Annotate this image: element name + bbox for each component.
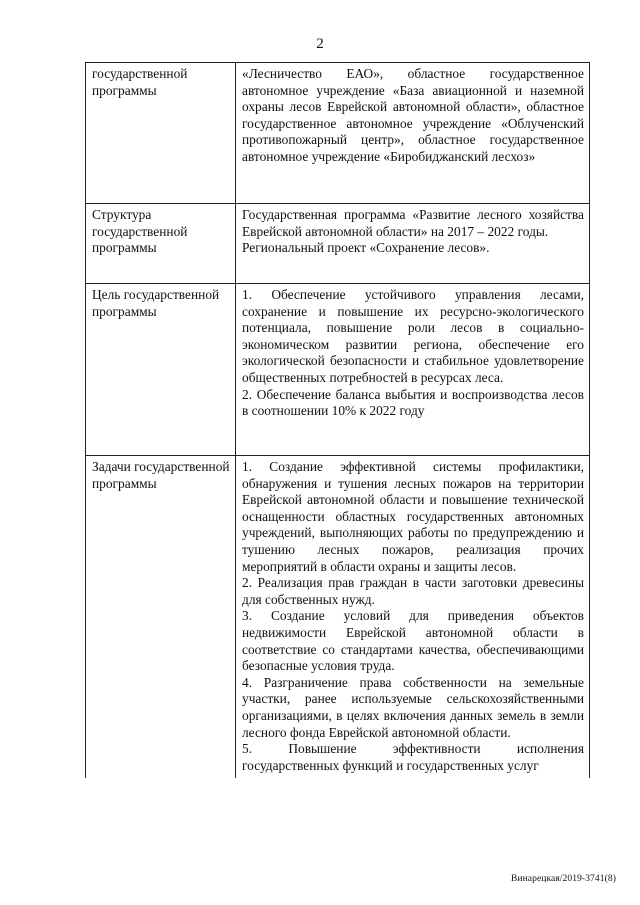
content-paragraph: 4. Разграничение права собственности на земельные участки, ранее используемые сельскохозяйственными организациями, в целях включения данных земель в земли лесного фонда Еврейской автономной области. — [242, 674, 584, 740]
table-row-structure — [86, 204, 590, 284]
content-paragraph: «Лесничество ЕАО», областное государственное автономное учреждение «База авиационной и наземной охраны лесов Еврейской автономной области», областное государственное автономное учреждение «Облученский противопожарный центр», областное государственное автономное учреждение «Биробиджанский лесхоз» — [242, 66, 584, 164]
content-paragraph: Государственная программа «Развитие лесного хозяйства Еврейской автономной области» на 2017 – 2022 годы. — [242, 207, 584, 239]
table-row-tasks — [86, 456, 590, 779]
row-label: Структура государственной программы — [86, 204, 236, 284]
content-paragraph: 3. Создание условий для приведения объектов недвижимости Еврейской автономной области в соответствие со стандартами качества, обеспечивающими безопасные условия труда. — [242, 608, 584, 674]
content-paragraph: 5. Повышение эффективности исполнения государственных функций и государственных услуг — [242, 741, 584, 773]
row-label: Задачи государственной программы — [86, 456, 236, 779]
content-paragraph: 2. Обеспечение баланса выбытия и воспроизводства лесов в соотношении 10% к 2022 году — [242, 386, 584, 419]
content-paragraph: Региональный проект «Сохранение лесов». — [242, 240, 490, 256]
content-paragraph: 1. Обеспечение устойчивого управления лесами, сохранение и повышение их ресурсно-экологического потенциала, повышение роли лесов в социально-экономическом развитии региона, обеспечение его экологической безопасности и стабильное удовлетворение общественных потребностей в ресурсах леса. — [242, 287, 584, 385]
row-label: государственной программы — [86, 63, 236, 204]
document-code: Винарецкая/2019-3741(8) — [510, 874, 616, 884]
row-content — [236, 204, 590, 284]
page-number: 2 — [316, 36, 324, 52]
program-passport-table — [85, 62, 590, 778]
table-row-executors — [86, 63, 590, 204]
row-content — [236, 456, 590, 779]
content-paragraph: 2. Реализация прав граждан в части заготовки древесины для собственных нужд. — [242, 575, 584, 607]
row-content — [236, 63, 590, 204]
table-row-goal — [86, 284, 590, 456]
row-label: Цель государственной программы — [86, 284, 236, 456]
row-content — [236, 284, 590, 456]
content-paragraph: 1. Создание эффективной системы профилактики, обнаружения и тушения лесных пожаров на территории Еврейской автономной области и повышение технической оснащенности областных государственных автономных учреждений, выполняющих работы по предупреждению и тушению лесных пожаров, реализация прочих мероприятий в области охраны и защиты лесов. — [242, 459, 584, 574]
